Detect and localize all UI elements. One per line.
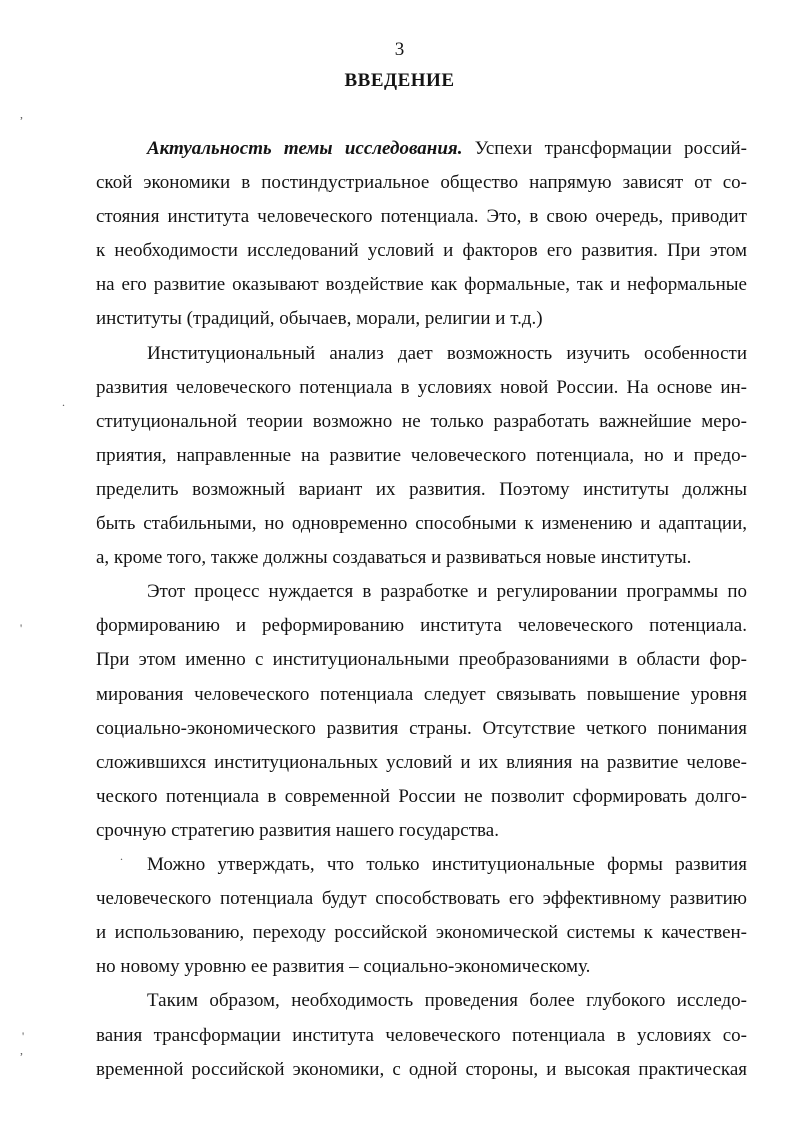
text-line: сложившихся институциональных условий и их влияния на развитие челове-: [96, 751, 747, 773]
text-line: ской экономики в постиндустриальное общество напрямую зависят от со-: [96, 172, 747, 194]
text-line: Актуальность темы исследования. Успехи трансформации россий-: [147, 138, 748, 159]
scan-speck: .: [62, 395, 65, 409]
text-line: вания трансформации института человеческого потенциала в условиях со-: [96, 1024, 747, 1046]
scan-speck: ,: [20, 107, 23, 121]
page-number: 3: [394, 39, 405, 60]
text-line: к необходимости исследований условий и факторов его развития. При этом: [96, 240, 747, 262]
text-line: а, кроме того, также должны создаваться и развиваться новые институты.: [96, 547, 692, 569]
text-line: Можно утверждать, что только институциональные формы развития: [147, 854, 747, 876]
text-line: Этот процесс нуждается в разработке и регулировании программы по: [147, 581, 747, 603]
text-line: институты (традиций, обычаев, морали, религии и т.д.): [96, 308, 543, 330]
text-line: социально-экономического развития страны. Отсутствие четкого понимания: [96, 717, 747, 739]
text-line: быть стабильными, но одновременно способными к изменению и адаптации,: [96, 513, 747, 535]
text-line: Институциональный анализ дает возможность изучить особенности: [147, 342, 747, 364]
scan-speck: ': [20, 621, 23, 635]
text-line: мирования человеческого потенциала следует связывать повышение уровня: [96, 683, 747, 705]
text-line: и использованию, переходу российской экономической системы к качествен-: [96, 922, 747, 944]
text-line: срочную стратегию развития нашего государства.: [96, 819, 499, 841]
text-line: человеческого потенциала будут способствовать его эффективному развитию: [96, 888, 747, 910]
text-line: но новому уровню ее развития – социально-экономическому.: [96, 956, 591, 978]
text-line: ституциональной теории возможно не только разработать важнейшие меро-: [96, 410, 747, 432]
scan-speck: ': [22, 1029, 25, 1043]
paragraph-1: [96, 132, 747, 337]
paragraph-2: [96, 337, 747, 576]
body-text: [96, 132, 747, 1087]
text-line: стояния института человеческого потенциала. Это, в свою очередь, приводит: [96, 206, 747, 228]
paragraph-3: [96, 575, 747, 848]
lead-phrase: Актуальность темы исследования.: [147, 138, 463, 159]
text-line: временной российской экономики, с одной стороны, и высокая практическая: [96, 1058, 747, 1080]
scan-speck: .: [120, 849, 123, 863]
text-line: приятия, направленные на развитие человеческого потенциала, но и предо-: [96, 444, 747, 466]
section-title: ВВЕДЕНИЕ: [344, 70, 455, 91]
text-line: При этом именно с институциональными преобразованиями в области фор-: [96, 649, 747, 671]
text-line: развития человеческого потенциала в условиях новой России. На основе ин-: [96, 376, 747, 398]
text-line: ческого потенциала в современной России не позволит сформировать долго-: [96, 785, 747, 807]
paragraph-5: [96, 984, 747, 1086]
scan-speck: ,: [20, 1043, 23, 1057]
text-line: формированию и реформированию института человеческого потенциала.: [96, 615, 747, 637]
text-line: Таким образом, необходимость проведения более глубокого исследо-: [147, 990, 747, 1012]
text-line: на его развитие оказывают воздействие как формальные, так и неформальные: [96, 274, 747, 296]
text-line: пределить возможный вариант их развития. Поэтому институты должны: [96, 478, 747, 500]
paragraph-4: [96, 848, 747, 984]
